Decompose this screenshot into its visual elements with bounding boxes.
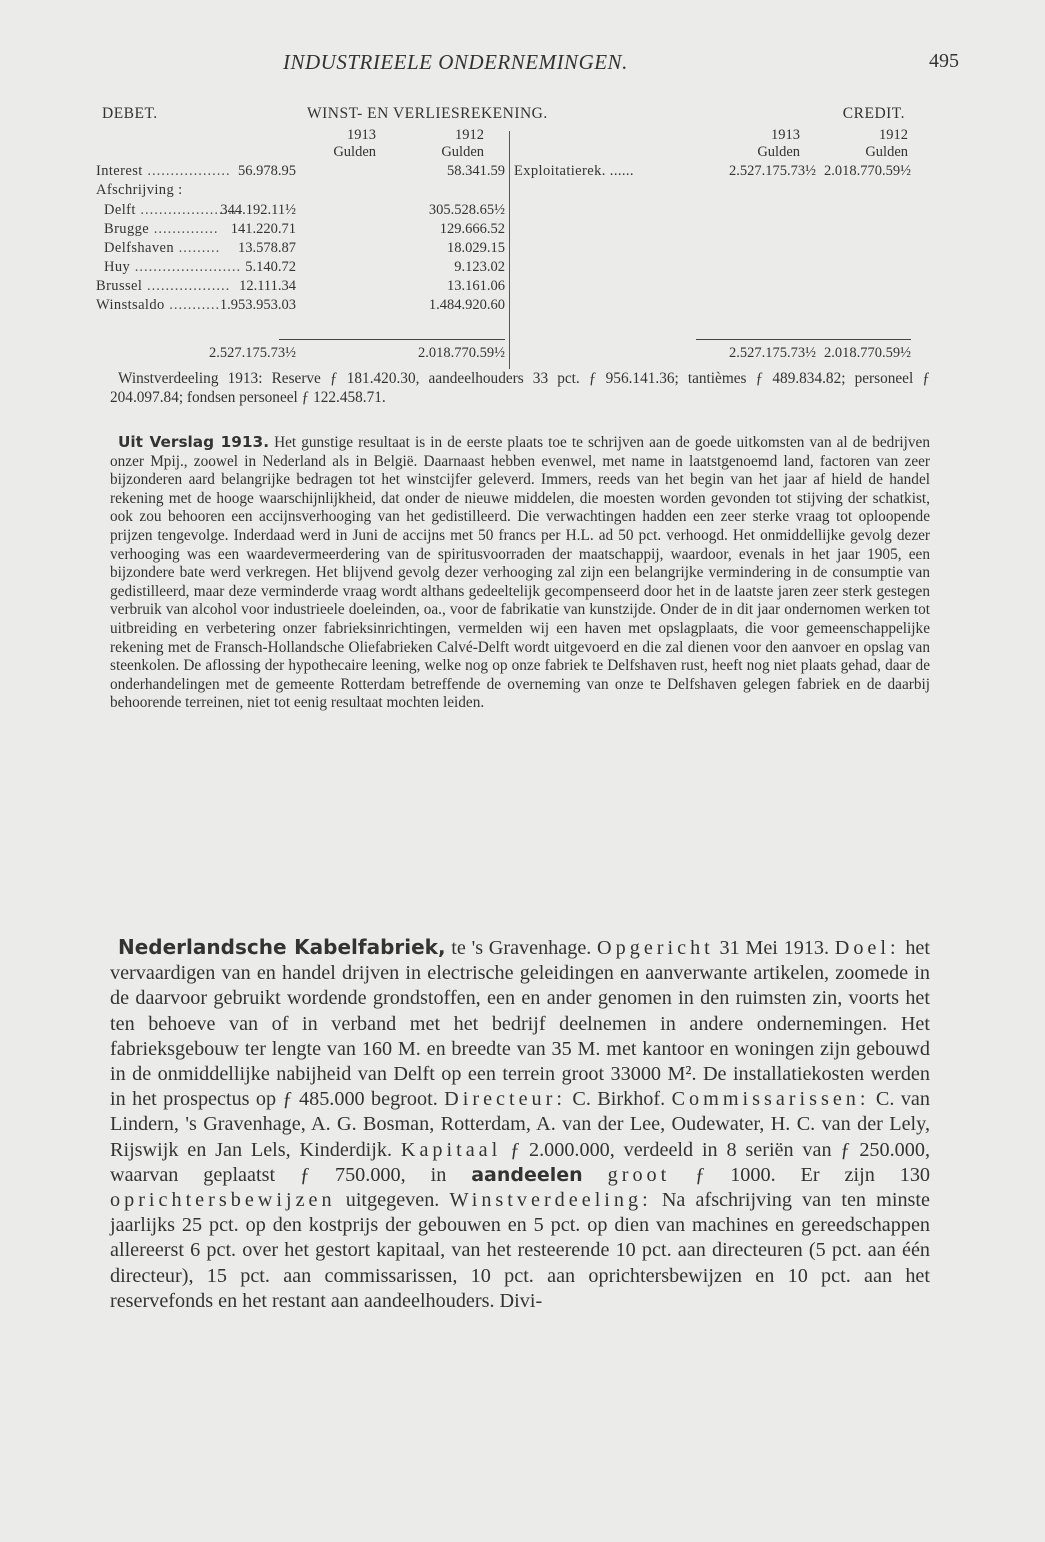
ledger-title: WINST- EN VERLIESREKENING. xyxy=(307,105,548,122)
debet-row-delfshaven: Delfshaven ......... 13.578.87 18.029.15 xyxy=(104,240,505,256)
winstverdeeling-label: Winstverdeeling: xyxy=(449,1189,652,1212)
commissarissen-label: Commissarissen: xyxy=(671,1088,870,1111)
debet-label: DEBET. xyxy=(102,105,158,122)
winstverdeeling-paragraph: Winstverdeeling 1913: Reserve ƒ 181.420.30, aandeelhouders 33 pct. ƒ 956.141.36; tantièmes ƒ 489.834.82; personeel ƒ 204.097.84; fondsen personeel ƒ 122.458.71. xyxy=(110,370,930,406)
page-header xyxy=(0,50,1045,80)
debet-row-interest: Interest .................. 56.978.95 58.341.59 xyxy=(96,163,505,179)
oprichtersbewijzen-label: oprichtersbewijzen xyxy=(110,1189,336,1212)
groot-label: groot xyxy=(607,1163,671,1186)
running-title: INDUSTRIEELE ONDERNEMINGEN. xyxy=(283,50,628,74)
page-number: 495 xyxy=(929,50,959,72)
verslag-heading: Uit Verslag 1913. xyxy=(118,433,270,451)
debet-row-huy: Huy ....................... 5.140.72 9.123.02 xyxy=(104,259,505,275)
debet-row-brussel: Brussel .................. 12.111.34 13.161.06 xyxy=(96,278,505,294)
kapitaal-label: Kapitaal xyxy=(400,1138,502,1161)
company-name: Nederlandsche Kabelfabriek, xyxy=(118,935,446,959)
aandeelen-label: aandeelen xyxy=(471,1163,583,1186)
debet-row-afschrijving: Afschrijving : xyxy=(96,182,183,198)
kabelfabriek-entry: Nederlandsche Kabelfabriek, te 's Gravenhage. Opgericht 31 Mei 1913. Doel: het vervaardigen van en handel drijven in electrische geleidingen en aanverwante artikelen, zoomede in de daarvoor gebruikt wordende grondstoffen, een en ander genomen in den ruimsten zin, voorts het ten behoeve van of in verband met het bedrijf deelnemen in andere ondernemingen. Het fabrieksgebouw ter lengte van 160 M. en breedte van 35 M. met kantoor en woningen zijn gebouwd in de onmiddellijke nabijheid van Delft op een terrein groot 33000 M². De installatiekosten werden in het prospectus op ƒ 485.000 begroot. Directeur: C. Birkhof. Commissarissen: C. van Lindern, 's Gravenhage, A. G. Bosman, Rotterdam, A. van der Lee, Oudewater, H. C. van der Lely, Rijswijk en Jan Lels, Kinderdijk. Kapitaal ƒ 2.000.000, verdeeld in 8 seriën van ƒ 250.000, waarvan geplaatst ƒ 750.000, in aandeelen groot ƒ 1000. Er zijn 130 oprichtersbewijzen uitgegeven. Winstverdeeling: Na afschrijving van ten minste jaarlijks 25 pct. op den kostprijs der gebouwen en 5 pct. op dien van machines en gereedschappen allereerst 6 pct. over het gestort kapitaal, van het resteerende 10 pct. aan directeuren (5 pct. aan één directeur), 15 pct. aan commissarissen, 10 pct. aan oprichtersbewijzen en 10 pct. aan het reservefonds en het restant aan aandeelhouders. Divi- xyxy=(110,935,931,1312)
debet-row-delft: Delft ...................... 344.192.11½ 305.528.65½ xyxy=(104,202,505,218)
opgericht-label: Opgericht xyxy=(597,937,714,959)
credit-label: CREDIT. xyxy=(842,105,905,122)
debet-row-brugge: Brugge .............. 141.220.71 129.666.52 xyxy=(104,221,505,237)
debet-total-row: 2.527.175.73½ 2.018.770.59½ xyxy=(209,345,505,361)
credit-sum-line xyxy=(696,339,911,340)
debet-col-header-1912: 1912 Gulden xyxy=(441,127,484,160)
credit-col-header-1913: 1913 Gulden xyxy=(757,127,800,160)
directeur-label: Directeur: xyxy=(444,1088,566,1111)
profit-loss-account xyxy=(96,105,911,375)
debet-row-winstsaldo: Winstsaldo ........... 1.953.953.03 1.484.920.60 xyxy=(96,297,505,313)
verslag-paragraph: Uit Verslag 1913. Het gunstige resultaat is in de eerste plaats toe te schrijven aan de goede uitkomsten van al de bedrijven onzer Mpij., zoowel in Nederland als in België. Daarnaast hebben evenwel, met name in laatstgenoemd land, factoren van zeer bijzonderen aard belangrijke bedragen tot het winstcijfer geleverd. Immers, reeds van het begin van het jaar af hield de handel rekening met de hooge waarschijnlijkheid, dat onder de nieuwe middelen, die moesten worden gevonden tot stijving der schatkist, ook zou behooren een accijnsverhooging van het gedistilleerd. Die verwachtingen hadden een zeer sterke vraag tot oploopende prijzen tengevolge. Inderdaad werd in Juni de accijns met 50 francs per H.L. ad 50 pct. verhoogd. Het onmiddellijke gevolg dezer verhooging was een waardevermeerdering van de spiritusvoorraden der maatschappij, waardoor, evenals in het jaar 1905, een bijzondere bate werd verkregen. Het blijvend gevolg dezer verhooging zal zijn een belangrijke vermindering in de consumptie van gedistilleerd, maar deze verminderde vraag wordt althans gedeeltelijk gecompenseerd door het in de laatste jaren zeer sterk gestegen verbruik van alcohol voor industrieele doeleinden, oa., voor de fabrikatie van kunstzijde. Onder de in dit jaar ondernomen werken tot uitbreiding en verbetering onzer fabrieksinrichtingen, vermelden wij een haven met opslagplaats, die voor gemeenschappelijke rekening met de Fransch-Hollandsche Oliefabrieken Calvé-Delft wordt uitgevoerd en die zal dienen voor den aanvoer en opslag van steenkolen. De aflossing der hypothecaire leening, welke nog op onze fabriek te Delfshaven rust, heeft nog niet plaats gehad, daar de onderhandelingen met de gemeente Rotterdam betreffende de overneming van onze te Delfshaven gelegen fabriek en de daarbij behoorende terreinen, niet tot eenig resultaat mochten leiden. xyxy=(110,433,930,712)
credit-row-exploitatierek: Exploitatierek. ...... 2.527.175.73½ 2.018.770.59½ xyxy=(514,163,911,179)
debet-col-header-1913: 1913 Gulden xyxy=(333,127,376,160)
credit-total-row: 2.527.175.73½ 2.018.770.59½ xyxy=(729,345,911,361)
debet-sum-line xyxy=(279,339,505,340)
doel-label: Doel: xyxy=(834,937,900,959)
credit-col-header-1912: 1912 Gulden xyxy=(865,127,908,160)
column-divider xyxy=(509,131,510,369)
